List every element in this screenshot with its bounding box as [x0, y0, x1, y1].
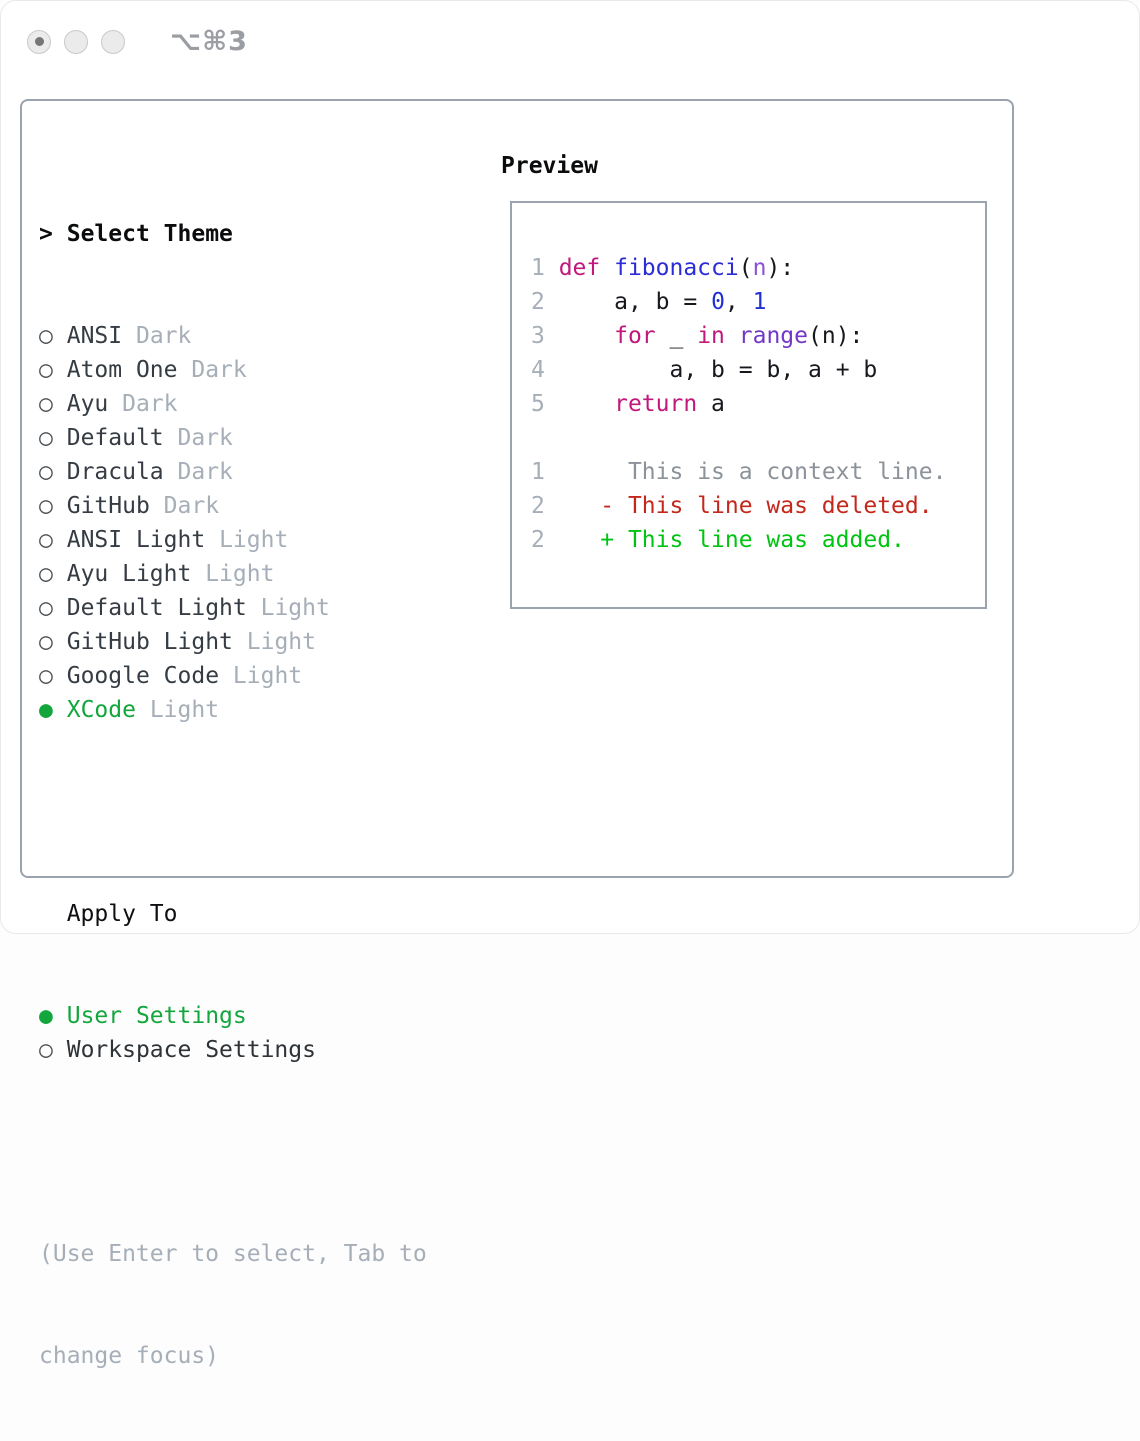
theme-variant-tag: Light — [149, 697, 220, 723]
radio-unselected-icon: ○ — [39, 629, 53, 655]
theme-item-ayu-light[interactable] — [39, 557, 427, 591]
apply-option-workspace-settings[interactable] — [39, 1033, 427, 1067]
theme-list-header — [39, 217, 427, 251]
theme-name: GitHub Light — [66, 629, 233, 655]
theme-name: Default — [66, 425, 164, 451]
main-panel — [20, 99, 1014, 1369]
code-line: 2 a, b = 0, 1 — [531, 289, 767, 315]
code-line: 2 + This line was added. — [531, 527, 905, 553]
radio-unselected-icon: ○ — [39, 595, 53, 621]
theme-name: Default Light — [66, 595, 247, 621]
code-preview — [531, 251, 946, 557]
theme-name: ANSI Light — [66, 527, 206, 553]
radio-unselected-icon: ○ — [39, 663, 53, 689]
theme-variant-tag: Light — [246, 629, 316, 655]
theme-name: Google Code — [66, 663, 220, 689]
traffic-light-dot — [35, 37, 44, 46]
theme-name: Ayu Light — [66, 561, 192, 587]
theme-variant-tag: Light — [205, 561, 275, 587]
code-line: 5 return a — [531, 391, 725, 417]
theme-variant-tag: Dark — [177, 425, 233, 451]
theme-variant-tag: Dark — [177, 459, 233, 485]
theme-name: GitHub — [66, 493, 150, 519]
radio-unselected-icon: ○ — [39, 561, 53, 587]
spacer — [39, 795, 427, 829]
theme-name: Atom One — [66, 357, 178, 383]
theme-name: Ayu — [66, 391, 109, 417]
code-line: 1 This is a context line. — [531, 459, 947, 485]
code-line: 4 a, b = b, a + b — [531, 357, 878, 383]
theme-item-dracula[interactable] — [39, 455, 427, 489]
radio-unselected-icon: ○ — [39, 493, 53, 519]
traffic-light-close-button[interactable] — [27, 30, 51, 54]
traffic-light-maximize-button[interactable] — [101, 30, 125, 54]
theme-variant-tag: Light — [232, 663, 303, 689]
theme-variant-tag: Dark — [191, 357, 247, 383]
radio-unselected-icon: ○ — [39, 357, 53, 383]
radio-unselected-icon: ○ — [39, 323, 53, 349]
theme-item-default-light[interactable] — [39, 591, 427, 625]
preview-box — [510, 201, 987, 609]
apply-to-header: Apply To — [66, 901, 178, 927]
preview-title: Preview — [501, 153, 598, 179]
theme-item-google-code[interactable] — [39, 659, 427, 693]
theme-item-ansi-light[interactable] — [39, 523, 427, 557]
theme-name: XCode — [66, 697, 136, 723]
code-line — [531, 421, 946, 455]
theme-name: ANSI — [66, 323, 123, 349]
radio-unselected-icon: ○ — [39, 425, 53, 451]
code-line: 2 - This line was deleted. — [531, 493, 933, 519]
theme-item-ansi[interactable] — [39, 319, 427, 353]
theme-name: Dracula — [66, 459, 164, 485]
footer-hint-line1: (Use Enter to select, Tab to — [39, 1241, 427, 1267]
theme-variant-tag: Light — [260, 595, 330, 621]
theme-item-atom-one[interactable] — [39, 353, 427, 387]
theme-variant-tag: Light — [219, 527, 289, 553]
theme-variant-tag: Dark — [122, 391, 178, 417]
radio-unselected-icon: ○ — [39, 459, 53, 485]
traffic-light-minimize-button[interactable] — [64, 30, 88, 54]
theme-item-xcode[interactable] — [39, 693, 427, 727]
theme-item-default[interactable] — [39, 421, 427, 455]
code-line: 1 def fibonacci(n): — [531, 255, 795, 281]
theme-item-github[interactable] — [39, 489, 427, 523]
theme-item-github-light[interactable] — [39, 625, 427, 659]
focus-prompt-icon: > — [39, 221, 53, 247]
footer-hint-line2: change focus) — [39, 1343, 220, 1369]
apply-option-label: User Settings — [66, 1003, 247, 1029]
radio-unselected-icon: ○ — [39, 527, 53, 553]
apply-option-user-settings[interactable] — [39, 999, 427, 1033]
theme-variant-tag: Dark — [163, 493, 220, 519]
radio-selected-icon: ● — [39, 1003, 53, 1029]
theme-list-title: Select Theme — [66, 221, 233, 247]
radio-unselected-icon: ○ — [39, 1037, 53, 1063]
apply-option-label: Workspace Settings — [66, 1037, 316, 1063]
theme-list — [39, 149, 427, 1441]
code-line: 3 for _ in range(n): — [531, 323, 864, 349]
window-title: ⌥⌘3 — [170, 26, 248, 57]
radio-selected-icon: ● — [39, 697, 53, 723]
theme-item-ayu[interactable] — [39, 387, 427, 421]
spacer — [39, 1135, 427, 1169]
radio-unselected-icon: ○ — [39, 391, 53, 417]
theme-variant-tag: Dark — [135, 323, 192, 349]
titlebar — [27, 26, 248, 57]
